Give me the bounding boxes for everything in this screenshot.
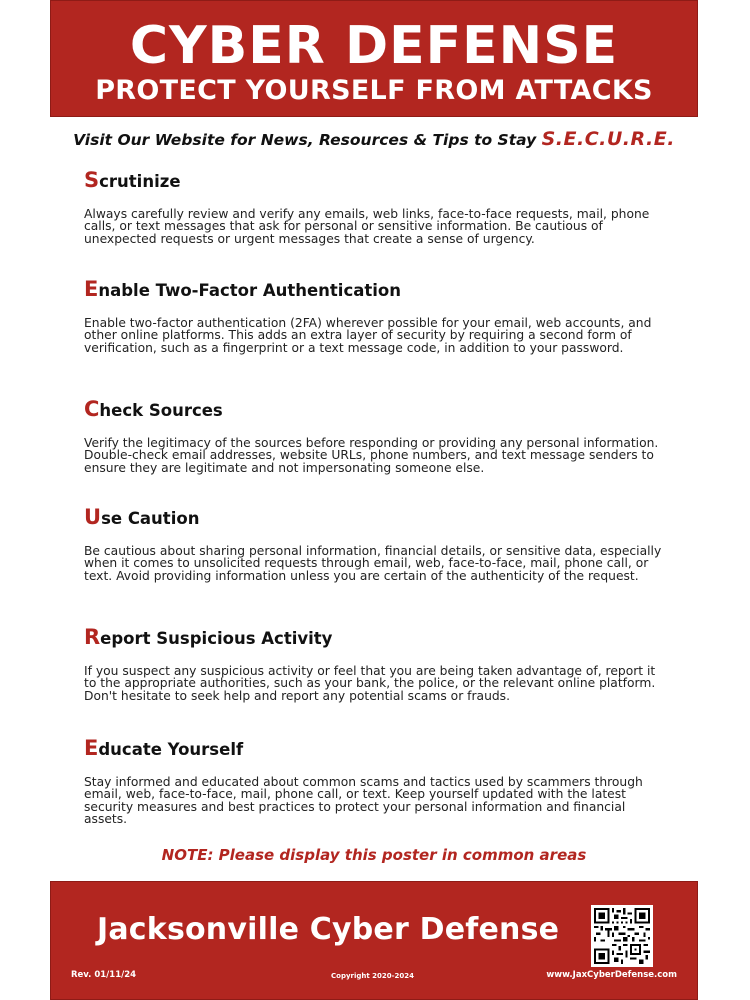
header-banner	[50, 0, 698, 117]
footer-banner	[50, 881, 698, 1000]
heading-initial: S	[84, 168, 100, 192]
section-body: If you suspect any suspicious activity or feel that you are being taken advantage of, report it to the appropriate authorities, such as your bank, the police, or the relevant online platform. Don't hesitate to seek help and report any potential scams or frauds.	[84, 664, 656, 703]
section-two-factor	[84, 277, 664, 354]
revision-date: Rev. 01/11/24	[71, 970, 137, 980]
section-educate-yourself	[84, 736, 664, 825]
heading-rest: eport Suspicious Activity	[100, 629, 333, 648]
heading-rest: nable Two-Factor Authentication	[98, 281, 402, 300]
heading-rest: ducate Yourself	[98, 740, 244, 759]
page-subtitle: PROTECT YOURSELF FROM ATTACKS	[95, 75, 653, 106]
section-body: Verify the legitimacy of the sources before responding or providing any personal information. Double-check email addresses, website URLs, phone numbers, and text message senders to ensure they are legitimate and not impersonating someone else.	[84, 436, 659, 475]
qr-code-graphic	[594, 908, 650, 964]
section-heading	[84, 625, 664, 649]
section-check-sources	[84, 397, 664, 474]
section-heading	[84, 505, 664, 529]
section-heading	[84, 397, 664, 421]
section-body: Always carefully review and verify any emails, web links, face-to-face requests, mail, phone calls, or text messages that ask for personal or sensitive information. Be cautious of unexpected requests or urgent messages that create a sense of urgency.	[84, 207, 650, 246]
website-link[interactable]: www.JaxCyberDefense.com	[546, 970, 677, 980]
website-tagline	[50, 128, 698, 150]
heading-initial: U	[84, 505, 102, 529]
tagline-text: Visit Our Website for News, Resources & Tips to Stay	[73, 131, 537, 149]
section-body: Stay informed and educated about common scams and tactics used by scammers through email, web, face-to-face, mail, phone call, or text. Keep yourself updated with the latest security measures and best practices to protect your personal information and financial assets.	[84, 775, 643, 826]
heading-initial: C	[84, 397, 100, 421]
section-scrutinize	[84, 168, 664, 245]
section-heading	[84, 277, 664, 301]
organization-name: Jacksonville Cyber Defense	[97, 912, 560, 947]
heading-rest: se Caution	[101, 509, 200, 528]
qr-code-icon[interactable]	[591, 905, 653, 967]
heading-initial: R	[84, 625, 101, 649]
heading-initial: E	[84, 277, 99, 301]
section-heading	[84, 168, 664, 192]
heading-rest: crutinize	[99, 172, 181, 191]
section-heading	[84, 736, 664, 760]
section-body: Be cautious about sharing personal information, financial details, or sensitive data, especially when it comes to unsolicited requests through email, web, face-to-face, mail, phone call, or text. Avoid providing information unless you are certain of the authenticity of the request.	[84, 544, 662, 583]
page-title: CYBER DEFENSE	[129, 16, 619, 76]
heading-rest: heck Sources	[99, 401, 223, 420]
secure-acronym: S.E.C.U.R.E.	[541, 128, 675, 150]
copyright: Copyright 2020-2024	[331, 972, 415, 980]
heading-initial: E	[84, 736, 99, 760]
display-note: NOTE: Please display this poster in common areas	[161, 846, 587, 864]
section-body: Enable two-factor authentication (2FA) wherever possible for your email, web accounts, and other online platforms. This adds an extra layer of security by requiring a second form of verification, such as a fingerprint or a text message code, in addition to your password.	[84, 316, 652, 355]
section-report-activity	[84, 625, 664, 702]
section-use-caution	[84, 505, 664, 582]
